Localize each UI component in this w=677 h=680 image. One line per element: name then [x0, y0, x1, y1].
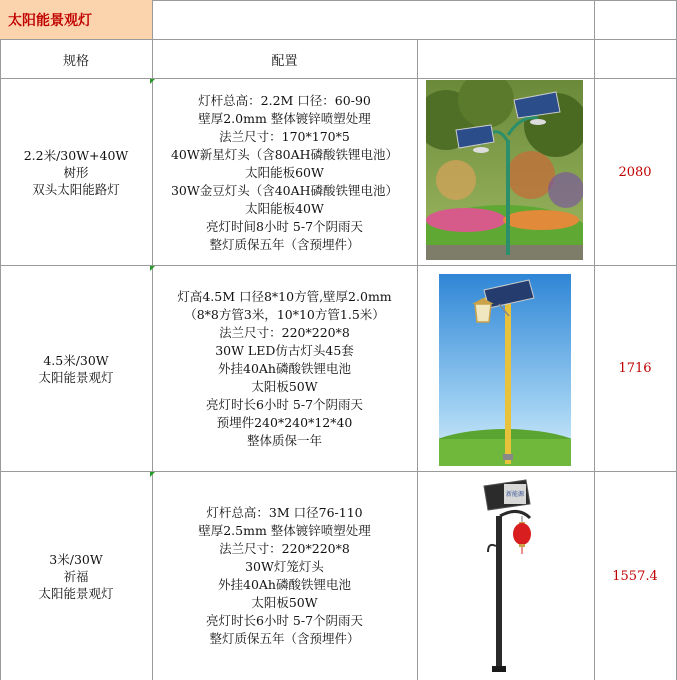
panel-label: 新能源 [505, 491, 525, 498]
config-line: 40W新星灯头（含80AH磷酸铁锂电池） [170, 147, 399, 162]
config-line: 亮灯时长6小时 5-7个阴雨天 [205, 396, 364, 412]
config-line: 整灯质保五年（含预埋件） [209, 237, 360, 252]
spec-line: 双头太阳能路灯 [32, 181, 120, 197]
config-line: 整灯质保五年（含预埋件） [209, 631, 360, 646]
spec-line: 太阳能景观灯 [38, 369, 114, 385]
row2-spec-cell[interactable] [0, 266, 152, 471]
grid-line [417, 39, 418, 680]
row1-spec-cell[interactable] [0, 79, 152, 265]
config-line: 法兰尺寸：170*170*5 [219, 129, 350, 144]
spec-line: 3米/30W [49, 551, 103, 567]
row1-price[interactable]: 2080 [618, 164, 652, 180]
sheet-title: 太阳能景观灯 [8, 12, 92, 29]
config-line: 壁厚2.5mm 整体镀锌喷塑处理 [198, 523, 371, 538]
config-line: 法兰尺寸：220*220*8 [219, 324, 350, 340]
spec-line: 2.2米/30W+40W [23, 147, 129, 163]
row1-config-cell[interactable] [152, 79, 417, 265]
header-spec[interactable]: 规格 [62, 53, 89, 69]
config-line: 亮灯时长6小时 5-7个阴雨天 [205, 613, 364, 628]
row2-product-image [439, 274, 571, 466]
row3-product-image [470, 476, 550, 676]
config-line: 法兰尺寸：220*220*8 [219, 541, 350, 556]
config-line: 外挂40Ah磷酸铁锂电池 [218, 360, 351, 376]
header-config[interactable]: 配置 [271, 53, 298, 69]
config-line: 太阳能板60W [245, 165, 324, 180]
row3-price[interactable]: 1557.4 [612, 568, 658, 584]
config-line: 30W灯笼灯头 [245, 559, 324, 574]
config-line: 太阳板50W [251, 595, 318, 610]
config-line: 灯杆总高：2.2M 口径：60-90 [198, 93, 371, 108]
row2-config-cell[interactable] [152, 266, 417, 471]
config-line: 亮灯时间8小时 5-7个阴雨天 [205, 219, 364, 234]
config-line: 预埋件240*240*12*40 [216, 414, 353, 430]
config-line: 30W金豆灯头（含40AH磷酸铁锂电池） [170, 183, 399, 198]
spec-line: 祈福 [63, 568, 89, 584]
row2-price[interactable]: 1716 [618, 361, 652, 376]
config-line: 外挂40Ah磷酸铁锂电池 [218, 577, 351, 592]
config-line: 30W LED仿古灯头45套 [215, 342, 354, 358]
config-line: 整体质保一年 [246, 432, 322, 448]
config-line: 壁厚2.0mm 整体镀锌喷塑处理 [198, 111, 371, 126]
config-line: 灯杆总高：3M 口径76-110 [206, 505, 363, 520]
row3-spec-cell[interactable] [0, 472, 152, 680]
config-line: （8*8方管3米，10*10方管1.5米） [184, 306, 385, 322]
spec-line: 太阳能景观灯 [38, 585, 114, 601]
row1-product-image [426, 80, 583, 260]
config-line: 太阳能板40W [245, 201, 324, 216]
config-line: 太阳板50W [251, 378, 318, 394]
sheet-title-cell[interactable] [0, 0, 152, 39]
spec-line: 树形 [63, 164, 89, 180]
row3-config-cell[interactable] [152, 472, 417, 680]
config-line: 灯高4.5M 口径8*10方管,壁厚2.0mm [177, 288, 392, 304]
spec-line: 4.5米/30W [43, 352, 109, 368]
